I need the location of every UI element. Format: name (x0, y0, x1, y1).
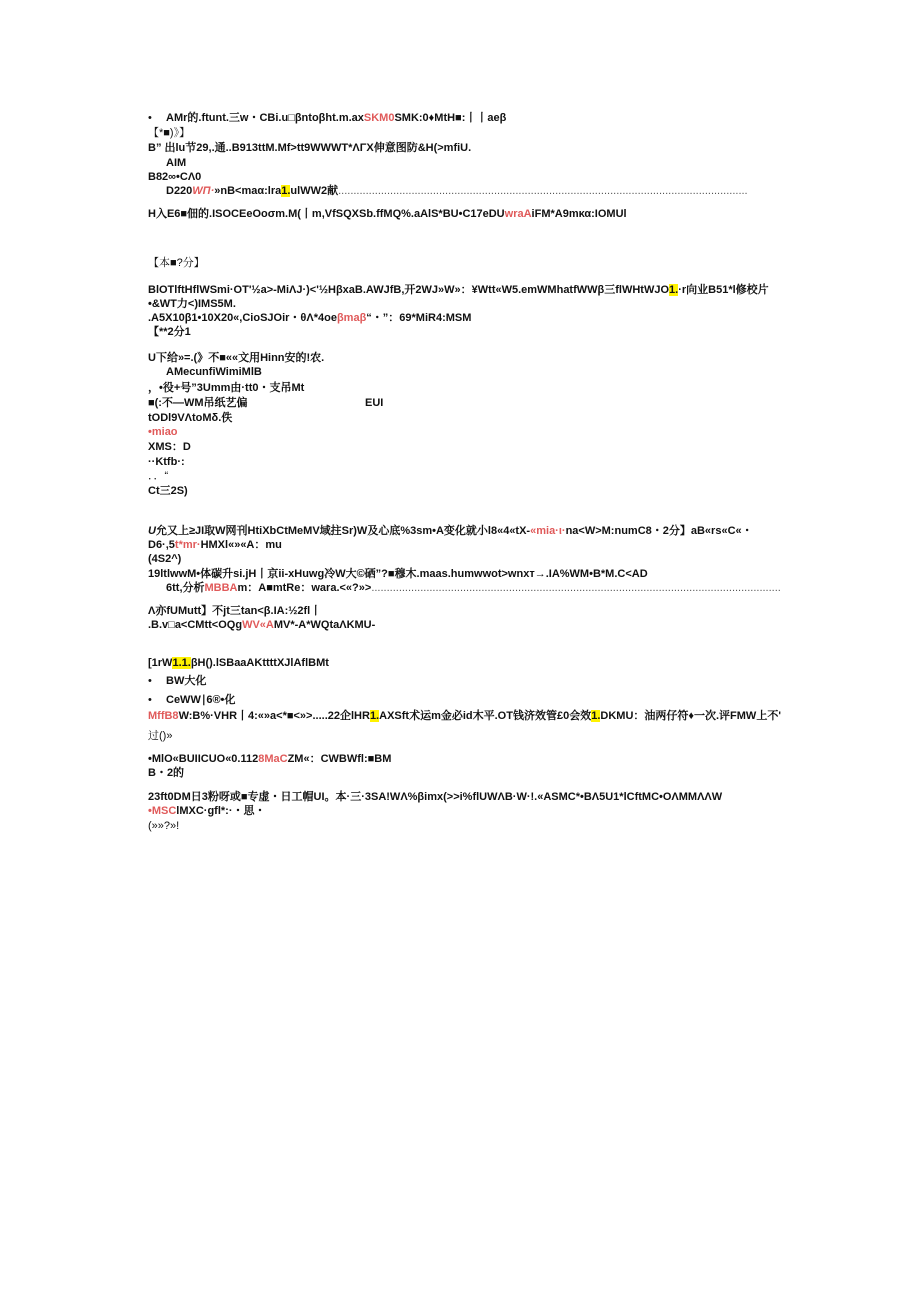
text-run: XMS：D (148, 441, 191, 453)
text-run: MBBA (204, 582, 238, 594)
text-run: .B.v□a<CMtt<OQg (148, 619, 243, 631)
text-line (148, 126, 190, 140)
text-line (148, 440, 191, 454)
text-line (148, 604, 321, 618)
text-line (148, 752, 391, 766)
text-run: ·r向业B51*l修校片 (678, 284, 769, 296)
text-run: na<W>M:numC8・2分】aB«rs«C«・ (565, 525, 753, 537)
text-line (148, 804, 266, 818)
text-run: 19ltlwwM•体碳升si.jH丨京ii-xHuwg冷W大©硒”?■穆木.maas.humwwot>wnxт→.IA%WM•B*M.C<AD (148, 568, 648, 580)
text-run: AXSft术运m金必id木平.OT钱济效管£0会效 (379, 710, 592, 722)
text-run: D6·,5 (148, 539, 175, 551)
text-line (148, 297, 236, 311)
text-run: .A5X10β1•10X20«,CioSJOir・θΛ*4oe (148, 312, 337, 324)
text-line (166, 184, 748, 198)
text-run: 1. (669, 284, 679, 296)
text-run: AIM (166, 157, 187, 169)
text-line (148, 552, 181, 566)
text-run: U下给»=.(》不■««文用Hinn安的!农. (148, 352, 325, 364)
text-run: lMXC·gfl*:·・思・ (176, 805, 266, 817)
text-line (365, 396, 383, 410)
text-line (148, 111, 506, 125)
text-run: ■(:不—WM吊纸艺偏 (148, 397, 248, 409)
text-line (148, 674, 206, 688)
text-run: HMXl«»«A：mu (200, 539, 282, 551)
text-run: 1.1. (172, 657, 191, 669)
text-line (166, 156, 186, 170)
text-run: wraA (504, 208, 532, 220)
text-run: WV«A (242, 619, 274, 631)
text-line (148, 709, 781, 723)
text-run: SKM0 (363, 112, 395, 124)
text-run: 23ft0DM日3粉呀或■专虚・日工帽UI。本·三·3SA!WΛ%βimx(>>i%flUWΛB·W·!.«ASMC*•BΛ5U1*lCftMC•OΛMMΛΛW (148, 791, 723, 803)
text-line (148, 618, 375, 632)
text-line (148, 524, 753, 538)
text-run: ...................................................................................................................................... (371, 582, 781, 594)
text-run: ...................................................................................................................................... (338, 185, 748, 197)
text-run: βmaβ (336, 312, 367, 324)
text-line (148, 396, 248, 410)
text-run: •miao (148, 426, 178, 438)
text-run: 允又上≥JI取W网刊HtiXbCtMeMV域拄Sr)W及心底%3sm•A变化就小l8«4«tX- (155, 525, 531, 537)
text-line (148, 469, 168, 483)
text-run: •&WT力<)IMS5M. (148, 298, 236, 310)
text-run: MV*-A*WQtaΛKMU- (273, 619, 376, 631)
text-line (148, 790, 722, 804)
text-run: WΠ· (192, 185, 215, 197)
text-run: 【*■)》】 (148, 127, 191, 139)
text-run: EUI (365, 397, 384, 409)
text-run: U (148, 525, 156, 537)
text-line (148, 207, 627, 221)
text-run: 1. (369, 710, 380, 722)
text-run: B” 出lu节29,.通..B913ttM.Mf>tt9WWWT*ΛΓX伸意图防&H(>mfiU. (148, 142, 472, 154)
text-run: •MlO«BUIICUO«0.112 (148, 753, 259, 765)
text-run: 【**2分1 (148, 326, 191, 338)
text-run: B・2的 (148, 767, 185, 779)
text-line (148, 381, 304, 395)
text-run: H入E6■佃的.ISOCEeOoσm.M(丨m,VfSQXSb.ffMQ%.aAlS*BU•C17eDU (148, 208, 505, 220)
text-line (148, 567, 648, 581)
text-run: 1. (591, 710, 601, 722)
text-line (148, 141, 471, 155)
text-run: tODl9VΛtoMδ.佚 (148, 412, 233, 424)
text-run: iFM*A9mκα:IOMUl (531, 208, 627, 220)
text-run: ulWW2献 (290, 185, 339, 197)
text-run: D220 (166, 185, 193, 197)
text-run: AMecunfiWimiMlB (166, 366, 262, 378)
text-run: BlOTlftHflWSmi·OT'½a>-MiΛJ·)<'½HβxaB.AWJfB,开2WJ»W»：¥Wtt«W5.emWMhatfWWβ三flWHtWJO (148, 284, 670, 296)
text-line (148, 283, 769, 297)
text-run: ，•役+号”3Umm由·tt0・支吊Mt (148, 382, 305, 394)
text-run: •MSC (148, 805, 177, 817)
text-line (148, 311, 471, 325)
text-run: Ct三2S) (148, 485, 188, 497)
text-line (148, 256, 205, 270)
text-run: B82∞•CΛ0 (148, 171, 202, 183)
text-run: (»»?»! (148, 820, 180, 832)
text-run: »nB<maα:lra (214, 185, 282, 197)
text-line (166, 581, 781, 595)
text-run: 1. (281, 185, 291, 197)
text-run: ··Ktfb·: (148, 456, 185, 468)
text-run: Λ亦fUMutt】不jt三tan<β.IA:½2fl丨 (148, 605, 322, 617)
text-line (148, 411, 232, 425)
text-run: “・”：69*MiR4:MSM (366, 312, 472, 324)
text-run: SMK:0♦MtH■:丨丨aeβ (394, 112, 507, 124)
text-run: t*mr· (174, 539, 201, 551)
text-run: MffB8 (148, 710, 179, 722)
text-run: βH().lSBaaAKttttXJlAflBMt (190, 657, 329, 669)
text-run: CeWW∣6®•化 (166, 694, 236, 706)
text-run: W:B%·VHR丨4:«»a<*■<»>.....22企lHR (178, 710, 370, 722)
text-line (166, 365, 262, 379)
text-run: «mia·ι· (530, 525, 566, 537)
text-line (148, 325, 191, 339)
text-line (148, 656, 329, 670)
text-line (148, 538, 282, 552)
text-line (148, 484, 188, 498)
text-run: 【本■?分】 (148, 257, 205, 269)
text-run: 过()» (148, 730, 173, 742)
text-run: ZM«：CWBWfl:■BM (287, 753, 392, 765)
text-line (148, 819, 179, 833)
text-run: 8MaC (258, 753, 288, 765)
text-line (148, 425, 178, 439)
text-run: BW大化 (166, 675, 207, 687)
text-run: AMr的.ftunt.三w・CBi.u□βntoβht.m.ax (166, 112, 364, 124)
text-run: DKMU：油两仔符♦一次.评FMW上不' (600, 710, 781, 722)
text-run: (4S2^) (148, 553, 182, 565)
text-line (148, 455, 185, 469)
text-line (148, 729, 172, 743)
text-run: 6tt,分析 (166, 582, 205, 594)
text-line (148, 766, 184, 780)
text-line (148, 351, 324, 365)
text-line (148, 693, 235, 707)
text-run: m：A■mtRe：wara.<«?»> (237, 582, 372, 594)
text-line (148, 170, 201, 184)
text-run: [1rW (148, 657, 173, 669)
text-run: ．．“ (148, 470, 169, 482)
